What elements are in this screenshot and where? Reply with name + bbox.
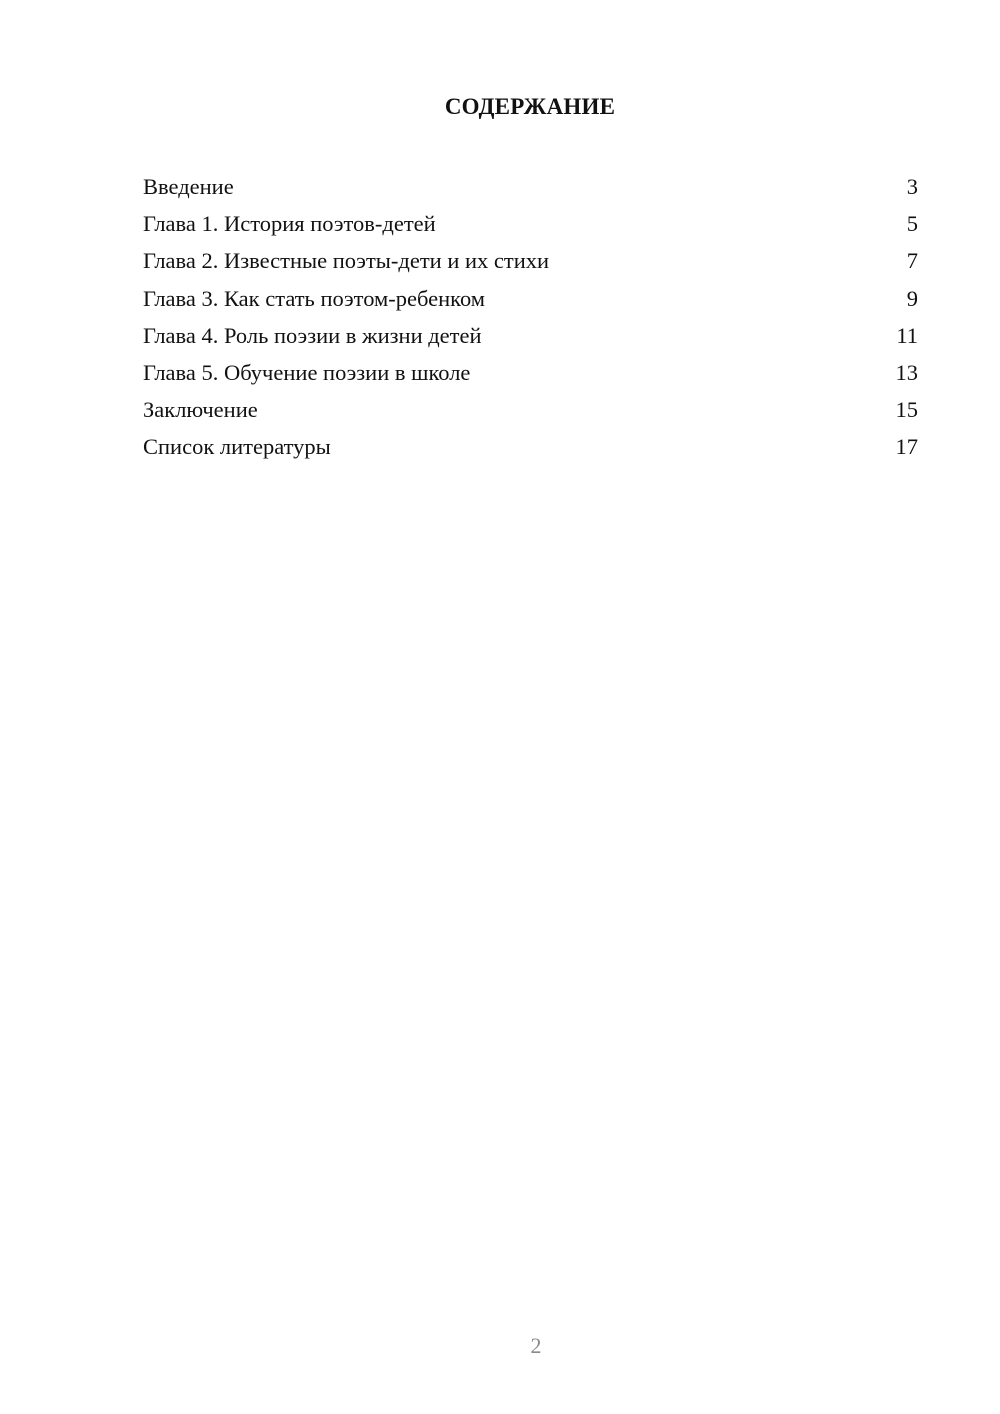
- toc-entry-page: 5: [906, 211, 918, 237]
- toc-entry-page: 17: [895, 434, 918, 460]
- toc-entry-label: Глава 4. Роль поэзии в жизни детей: [143, 322, 482, 348]
- page-title: СОДЕРЖАНИЕ: [444, 94, 616, 119]
- toc-entry-page: 15: [895, 397, 918, 423]
- toc-entry-label: Глава 5. Обучение поэзии в школе: [143, 359, 471, 385]
- toc-entry-label: Глава 1. История поэтов-детей: [143, 211, 436, 237]
- toc-entry-page: 9: [906, 285, 918, 311]
- toc-entry-page: 3: [906, 174, 918, 199]
- toc-entry: [143, 428, 918, 465]
- toc-entry-page: 11: [896, 322, 918, 348]
- toc-entry-page: 13: [895, 359, 918, 385]
- toc-entry-page: 7: [906, 248, 918, 274]
- toc-entry: [143, 242, 918, 279]
- toc-entry-label: Глава 3. Как стать поэтом-ребенком: [143, 285, 486, 311]
- toc-entry-label: Список литературы: [143, 434, 331, 460]
- toc-entry-label: Заключение: [143, 397, 258, 423]
- toc-entry: [143, 205, 918, 242]
- toc-entry: [143, 317, 918, 354]
- toc-entry-label: Введение: [143, 174, 234, 199]
- page-number: 2: [530, 1333, 542, 1358]
- toc-entry: [143, 354, 918, 391]
- toc-entry: [143, 168, 918, 205]
- toc-entry: [143, 280, 918, 317]
- toc-entry: [143, 391, 918, 428]
- table-of-contents: [143, 168, 918, 466]
- toc-entry-label: Глава 2. Известные поэты-дети и их стихи: [143, 248, 550, 274]
